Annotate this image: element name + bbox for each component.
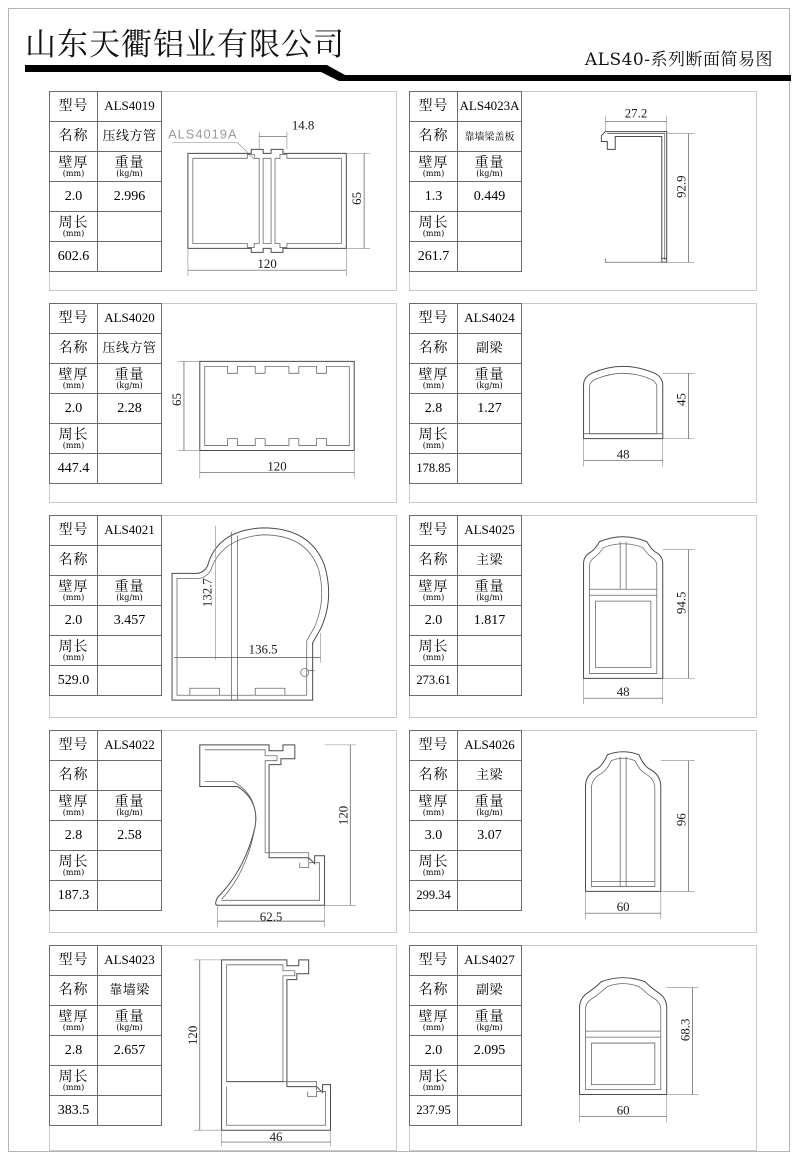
perimeter-unit: (mm) [422,440,445,450]
weight-label: 重量 [474,793,505,810]
table-row [50,394,162,424]
spec-table [409,945,522,1126]
wall-thickness-unit: (mm) [62,168,85,178]
company-name: 山东天衢铝业有限公司 [25,27,345,63]
dimension-label: 27.2 [624,106,648,121]
sheet-header [9,9,791,89]
wall-thickness-label: 壁厚 [418,366,449,383]
profile-panel [409,730,757,933]
model-label: 型号 [58,310,89,327]
table-row [50,636,162,666]
model-value: ALS4025 [464,522,515,538]
weight-unit: (kg/m) [116,1022,143,1032]
name-value: 主梁 [475,553,503,569]
table-row [410,182,522,212]
dimension-label: 45 [674,393,689,406]
perimeter-value: 529.0 [57,673,90,689]
weight-label: 重量 [114,1008,145,1025]
wall-thickness-label: 壁厚 [418,793,449,810]
table-row [50,731,162,761]
table-row [410,791,522,821]
weight-unit: (kg/m) [476,592,503,602]
perimeter-value: 261.7 [417,249,450,265]
dimension-label: 48 [616,447,630,462]
model-value: ALS4019 [104,98,155,114]
model-value: ALS4023 [104,952,155,968]
dimension-label: 120 [336,805,351,826]
table-row [50,791,162,821]
perimeter-value: 273.61 [416,673,451,688]
model-label: 型号 [418,98,449,115]
name-label: 名称 [58,552,89,569]
table-row [410,424,522,454]
wall-thickness-value: 2.0 [424,1043,443,1059]
table-row [50,1096,162,1126]
wall-thickness-label: 壁厚 [58,578,89,595]
name-value: 压线方管 [102,341,157,357]
table-row [410,122,522,152]
perimeter-value: 383.5 [57,1103,90,1119]
spec-table [49,303,162,484]
wall-thickness-unit: (mm) [422,807,445,817]
model-value: ALS4022 [104,737,155,753]
wall-thickness-unit: (mm) [62,380,85,390]
table-row [410,946,522,976]
profile-panel [49,303,397,503]
wall-thickness-label: 壁厚 [58,793,89,810]
perimeter-label: 周长 [58,426,89,443]
wall-thickness-unit: (mm) [422,168,445,178]
perimeter-label: 周长 [418,638,449,655]
table-row [410,976,522,1006]
dimension-label: 120 [257,257,277,272]
model-label: 型号 [418,737,449,754]
table-row [410,1096,522,1126]
table-row [50,851,162,881]
wall-thickness-unit: (mm) [422,380,445,390]
perimeter-value: 447.4 [57,461,90,477]
document-title: ALS40-系列断面简易图 [584,50,773,70]
wall-thickness-value: 2.0 [64,189,83,205]
table-row [50,242,162,272]
table-row [410,546,522,576]
perimeter-unit: (mm) [62,867,85,877]
table-row [50,606,162,636]
spec-table [409,91,522,272]
dimension-label: 14.8 [291,118,315,133]
dimension-label: 120 [185,1025,200,1046]
table-row [410,576,522,606]
table-row [50,152,162,182]
profile-panel [409,303,757,503]
table-row [410,881,522,911]
model-value: ALS4027 [464,952,515,968]
spec-table [409,303,522,484]
weight-label: 重量 [474,154,505,171]
table-row [410,1006,522,1036]
name-label: 名称 [418,340,449,357]
profile-panel [409,91,757,291]
table-row [410,851,522,881]
table-row [410,92,522,122]
weight-label: 重量 [474,366,505,383]
table-row [410,731,522,761]
table-row [50,821,162,851]
model-label: 型号 [58,737,89,754]
wall-thickness-unit: (mm) [62,807,85,817]
model-label: 型号 [58,952,89,969]
profile-drawing [160,92,396,290]
model-value: ALS4020 [104,310,155,326]
table-row [410,821,522,851]
wall-thickness-label: 壁厚 [418,1008,449,1025]
perimeter-value: 602.6 [57,249,90,265]
name-value: 压线方管 [102,129,157,145]
table-row [50,666,162,696]
dimension-label: 94.5 [674,591,689,615]
perimeter-unit: (mm) [422,1082,445,1092]
weight-value: 2.657 [113,1043,146,1059]
name-label: 名称 [58,128,89,145]
table-row [50,761,162,791]
table-row [410,364,522,394]
weight-value: 0.449 [473,189,506,205]
table-row [410,516,522,546]
dimension-label: 132.7 [200,578,215,608]
name-label: 名称 [58,982,89,999]
weight-label: 重量 [474,1008,505,1025]
perimeter-label: 周长 [58,638,89,655]
perimeter-label: 周长 [58,1068,89,1085]
perimeter-label: 周长 [418,1068,449,1085]
weight-value: 2.28 [117,401,142,417]
model-value: ALS4026 [464,737,515,753]
weight-unit: (kg/m) [116,592,143,602]
table-row [410,152,522,182]
table-row [410,761,522,791]
wall-thickness-value: 1.3 [424,189,443,205]
perimeter-unit: (mm) [62,440,85,450]
table-row [50,304,162,334]
wall-thickness-unit: (mm) [422,1022,445,1032]
weight-unit: (kg/m) [476,1022,503,1032]
table-row [50,546,162,576]
perimeter-value: 299.34 [416,888,451,903]
profile-panel [409,515,757,718]
weight-value: 3.457 [113,613,146,629]
dimension-label: 48 [616,685,630,700]
profile-panel [49,91,397,291]
table-row [410,334,522,364]
wall-thickness-label: 壁厚 [418,154,449,171]
table-row [50,122,162,152]
table-row [410,636,522,666]
profile-drawing [520,304,756,502]
name-value: 副梁 [475,341,503,357]
perimeter-label: 周长 [58,214,89,231]
perimeter-label: 周长 [58,853,89,870]
table-row [50,334,162,364]
weight-label: 重量 [114,578,145,595]
table-row [410,1066,522,1096]
profile-drawing [520,946,756,1150]
table-row [50,946,162,976]
weight-label: 重量 [114,793,145,810]
profile-panel [49,730,397,933]
wall-thickness-value: 2.0 [64,613,83,629]
spec-table [49,730,162,911]
table-row [50,454,162,484]
perimeter-value: 187.3 [57,888,90,904]
dimension-label: 92.9 [674,175,689,198]
table-row [50,881,162,911]
spec-table [49,515,162,696]
weight-unit: (kg/m) [116,380,143,390]
wall-thickness-unit: (mm) [62,1022,85,1032]
weight-unit: (kg/m) [476,168,503,178]
model-label: 型号 [418,952,449,969]
spec-table [409,730,522,911]
table-row [50,1036,162,1066]
weight-label: 重量 [114,154,145,171]
dimension-label: 120 [267,459,287,474]
weight-unit: (kg/m) [476,807,503,817]
name-label: 名称 [418,128,449,145]
dimension-label: 65 [350,192,365,205]
wall-thickness-value: 3.0 [424,828,443,844]
perimeter-unit: (mm) [62,228,85,238]
profile-panel [49,945,397,1151]
perimeter-unit: (mm) [422,228,445,238]
table-row [410,1036,522,1066]
table-row [410,454,522,484]
perimeter-unit: (mm) [422,652,445,662]
dimension-label: 60 [616,900,630,915]
weight-unit: (kg/m) [116,168,143,178]
name-label: 名称 [58,767,89,784]
wall-thickness-label: 壁厚 [58,366,89,383]
table-row [50,364,162,394]
profile-drawing [520,516,756,717]
wall-thickness-unit: (mm) [422,592,445,602]
profile-drawing [160,304,396,502]
perimeter-unit: (mm) [62,1082,85,1092]
perimeter-value: 237.95 [416,1103,451,1118]
name-value: 靠墙梁 [109,983,150,999]
wall-thickness-unit: (mm) [62,592,85,602]
table-row [50,976,162,1006]
perimeter-label: 周长 [418,853,449,870]
dimension-label: 60 [616,1103,630,1118]
profile-panel [409,945,757,1151]
weight-value: 1.817 [473,613,506,629]
weight-value: 1.27 [477,401,502,417]
profile-panel [49,515,397,718]
dimension-label: 136.5 [248,642,278,657]
dimension-label: 62.5 [259,910,283,925]
table-row [50,424,162,454]
panel-grid [9,91,791,1151]
header-divider-bar [9,65,791,83]
perimeter-unit: (mm) [422,867,445,877]
detail-callout-label: ALS4019A [168,126,238,142]
wall-thickness-value: 2.8 [64,828,83,844]
wall-thickness-label: 壁厚 [58,1008,89,1025]
name-value: 主梁 [475,768,503,784]
model-label: 型号 [418,310,449,327]
profile-drawing [520,92,756,290]
model-value: ALS4021 [104,522,155,538]
table-row [410,212,522,242]
model-label: 型号 [418,522,449,539]
profile-drawing [160,516,396,717]
name-label: 名称 [418,767,449,784]
profile-drawing [160,946,396,1150]
model-value: ALS4023A [459,98,520,114]
model-label: 型号 [58,98,89,115]
weight-value: 2.996 [113,189,146,205]
wall-thickness-label: 壁厚 [418,578,449,595]
profile-drawing [160,731,396,932]
table-row [410,394,522,424]
wall-thickness-value: 2.8 [424,401,443,417]
wall-thickness-value: 2.0 [424,613,443,629]
weight-unit: (kg/m) [116,807,143,817]
weight-value: 2.58 [117,828,142,844]
table-row [50,1006,162,1036]
spec-table [49,945,162,1126]
table-row [410,666,522,696]
weight-label: 重量 [114,366,145,383]
drawing-sheet [8,8,790,1152]
wall-thickness-value: 2.8 [64,1043,83,1059]
perimeter-label: 周长 [418,426,449,443]
name-label: 名称 [418,982,449,999]
weight-unit: (kg/m) [476,380,503,390]
table-row [50,182,162,212]
dimension-label: 68.3 [678,1018,693,1042]
perimeter-unit: (mm) [62,652,85,662]
profile-drawing [520,731,756,932]
wall-thickness-value: 2.0 [64,401,83,417]
table-row [50,212,162,242]
weight-label: 重量 [474,578,505,595]
spec-table [49,91,162,272]
dimension-label: 96 [674,813,689,827]
model-label: 型号 [58,522,89,539]
table-row [410,242,522,272]
name-label: 名称 [418,552,449,569]
table-row [410,304,522,334]
weight-value: 3.07 [477,828,502,844]
table-row [410,606,522,636]
name-label: 名称 [58,340,89,357]
perimeter-label: 周长 [418,214,449,231]
table-row [50,92,162,122]
name-value: 靠墙梁盖板 [464,132,515,144]
table-row [50,516,162,546]
dimension-label: 65 [169,393,184,406]
table-row [50,576,162,606]
name-value: 副梁 [475,983,503,999]
model-value: ALS4024 [464,310,515,326]
weight-value: 2.095 [473,1043,506,1059]
dimension-label: 46 [269,1130,283,1145]
perimeter-value: 178.85 [416,461,451,476]
table-row [50,1066,162,1096]
wall-thickness-label: 壁厚 [58,154,89,171]
spec-table [409,515,522,696]
